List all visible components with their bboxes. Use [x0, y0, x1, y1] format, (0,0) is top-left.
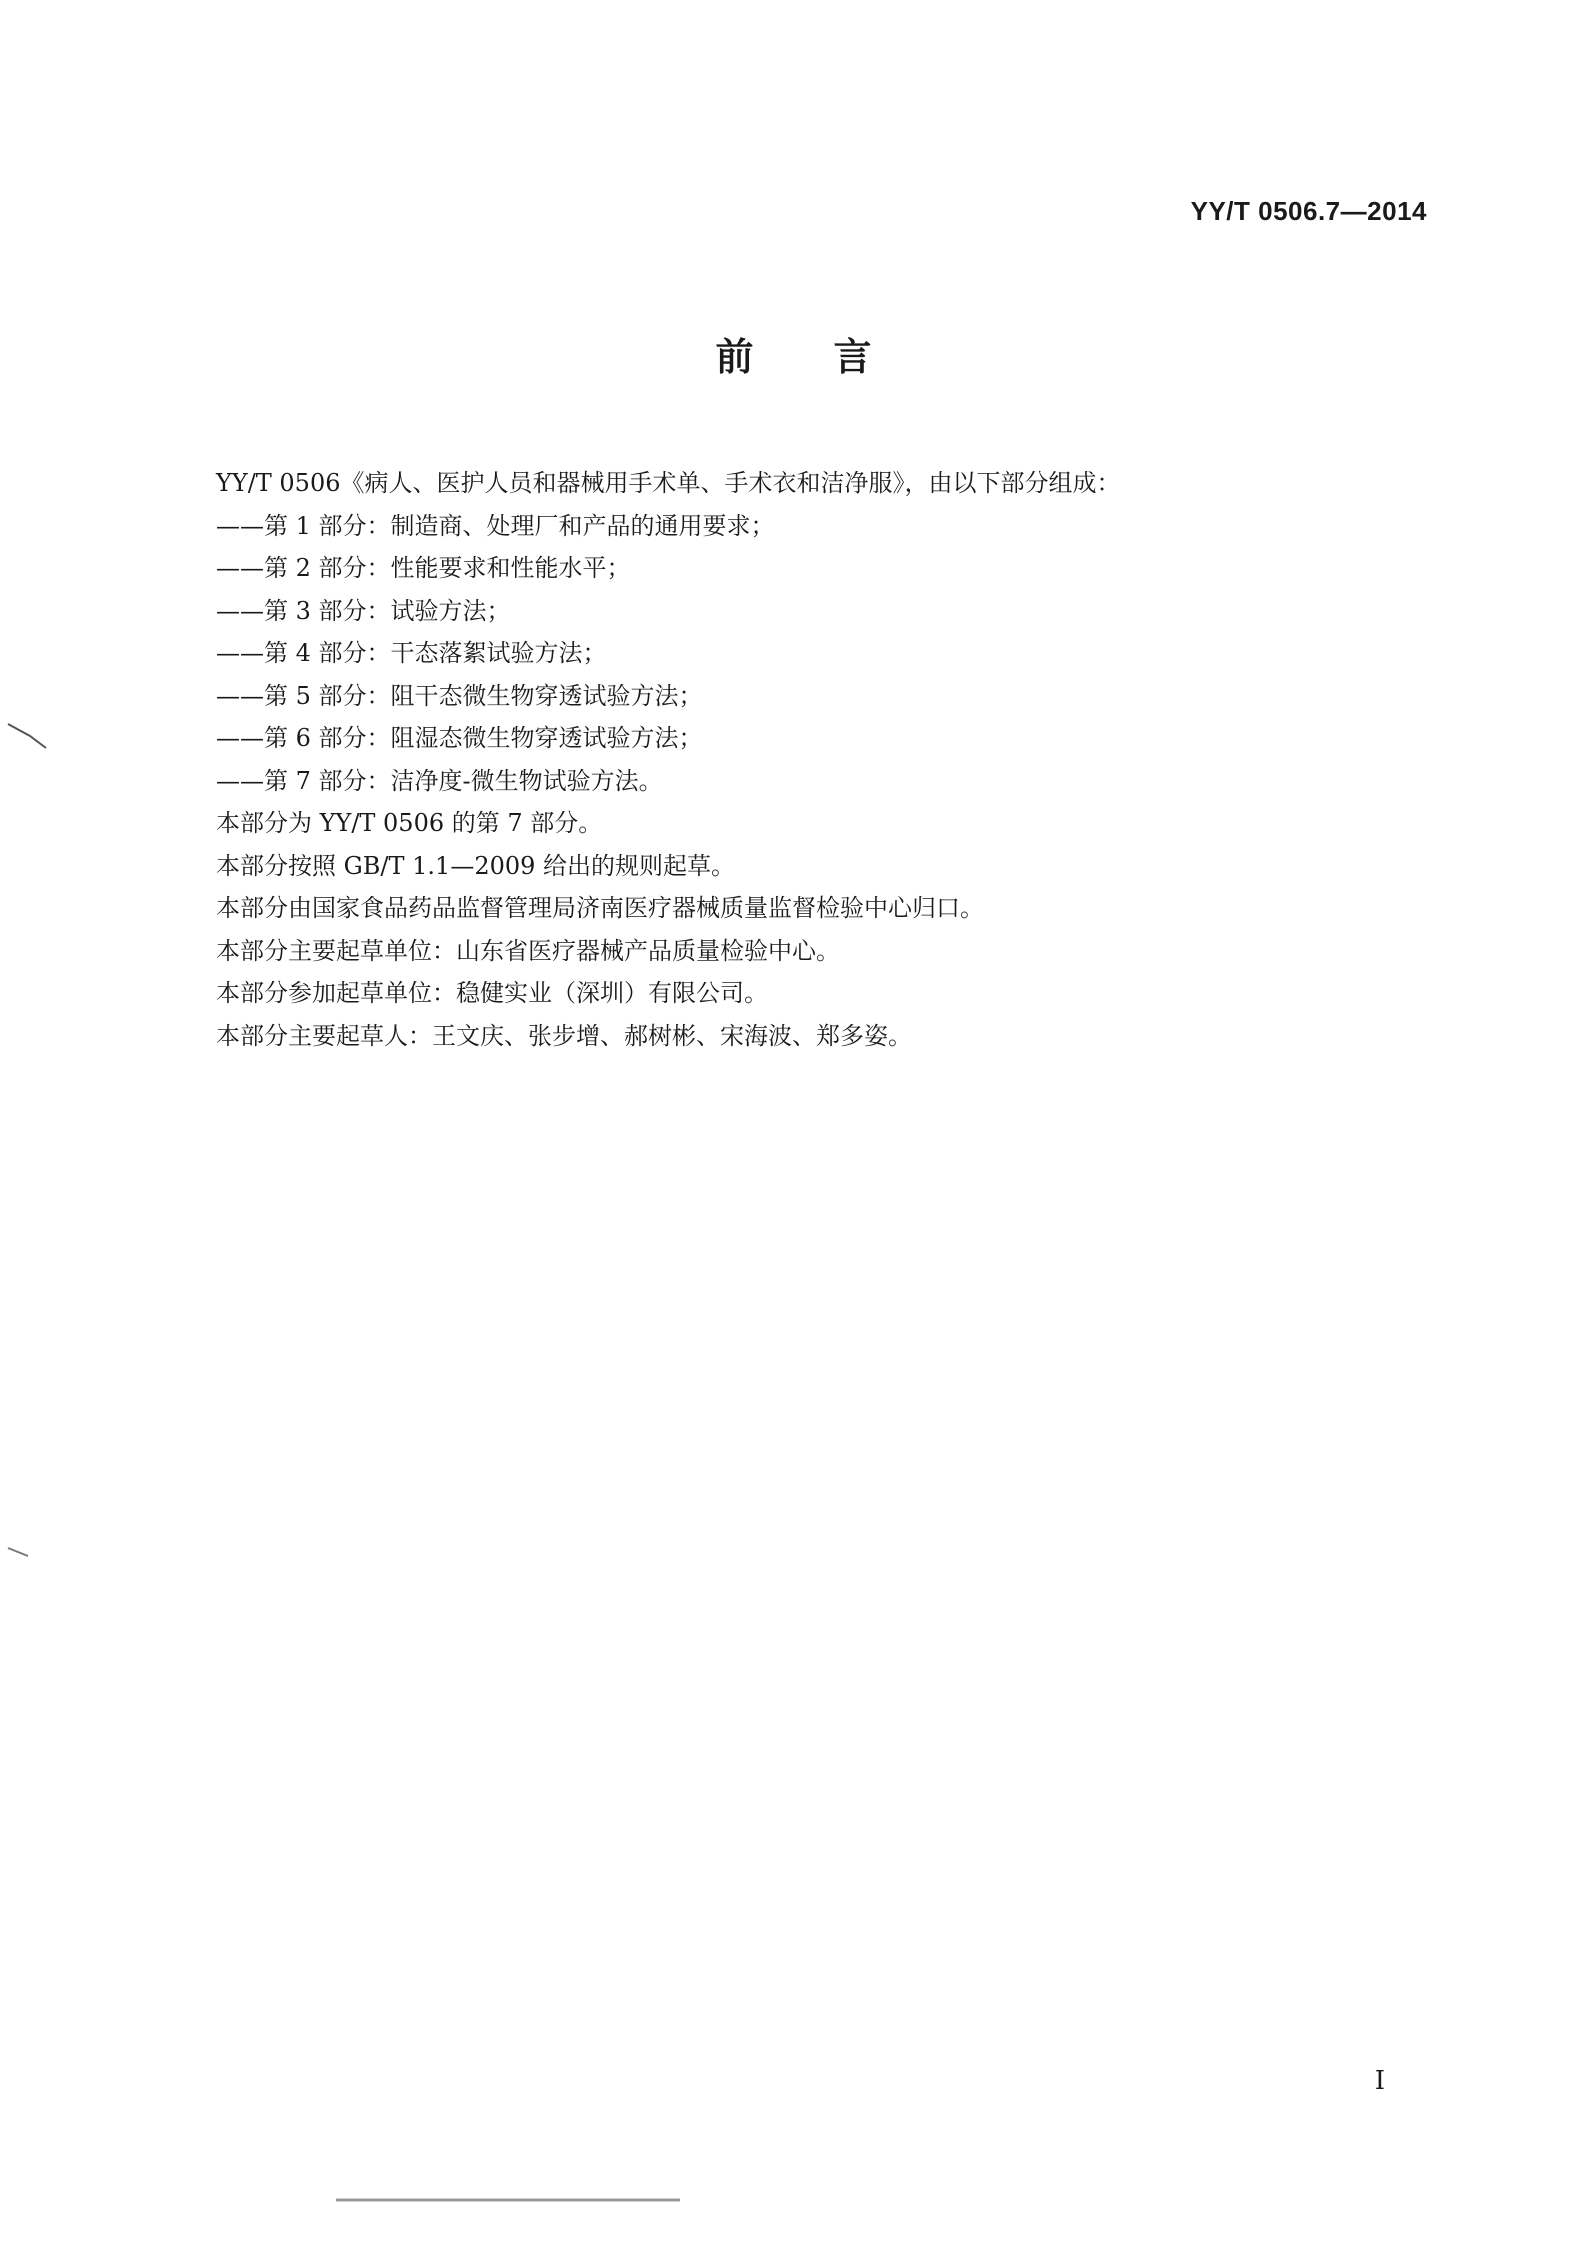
foreword-line: 本部分为 YY/T 0506 的第 7 部分。	[216, 809, 603, 837]
foreword-line: YY/T 0506《病人、医护人员和器械用手术单、手术衣和洁净服》，由以下部分组成：	[216, 469, 1121, 497]
foreword-line: 本部分主要起草人：王文庆、张步增、郝树彬、宋海波、郑多姿。	[216, 1021, 912, 1050]
part-list-item: ——第 1 部分：制造商、处理厂和产品的通用要求；	[216, 511, 775, 540]
scan-mark	[8, 1548, 28, 1556]
part-list-item: ——第 5 部分：阻干态微生物穿透试验方法；	[216, 681, 703, 710]
scan-mark	[8, 724, 46, 748]
foreword-body	[216, 462, 1396, 1057]
part-list-item: ——第 3 部分：试验方法；	[216, 596, 511, 625]
foreword-line: 本部分参加起草单位：稳健实业（深圳）有限公司。	[216, 979, 768, 1007]
part-list-item: ——第 7 部分：洁净度-微生物试验方法。	[216, 766, 663, 795]
foreword-line: 本部分按照 GB/T 1.1—2009 给出的规则起草。	[216, 851, 736, 880]
part-list-item: ——第 4 部分：干态落絮试验方法；	[216, 639, 607, 667]
page-title: 前言	[715, 335, 952, 379]
standard-number: YY/T 0506.7—2014	[1190, 196, 1427, 226]
foreword-line: 本部分主要起草单位：山东省医疗器械产品质量检验中心。	[216, 936, 840, 965]
part-list-item: ——第 6 部分：阻湿态微生物穿透试验方法；	[216, 724, 703, 752]
foreword-line: 本部分由国家食品药品监督管理局济南医疗器械质量监督检验中心归口。	[216, 894, 984, 922]
part-list-item: ——第 2 部分：性能要求和性能水平；	[216, 554, 631, 582]
page-number: I	[1374, 2066, 1385, 2096]
